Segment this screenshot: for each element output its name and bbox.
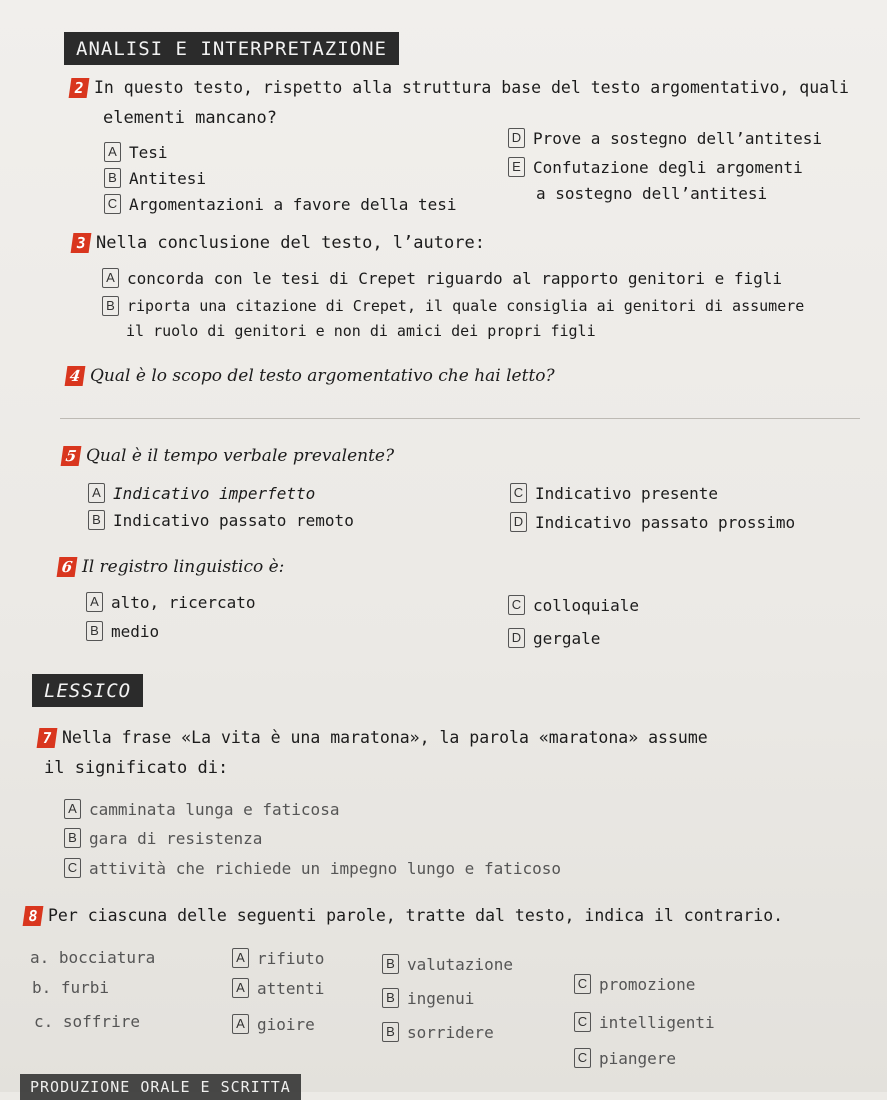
question-6 (58, 557, 284, 577)
option-letter-box: E (508, 157, 525, 177)
q2-option-d[interactable] (508, 128, 822, 148)
q7-option-a[interactable] (64, 799, 339, 819)
option-letter-box: D (508, 628, 525, 648)
q3-option-a[interactable] (102, 268, 782, 288)
q2-option-e-continuation: a sostegno dell’antitesi (536, 184, 768, 203)
option-letter-box: A (64, 799, 81, 819)
q8-row-a-option-c[interactable] (574, 974, 695, 994)
q6-option-b[interactable] (86, 621, 159, 641)
question-number: 5 (61, 446, 82, 466)
option-letter-box: C (508, 595, 525, 615)
option-letter-box: C (574, 1048, 591, 1068)
option-letter-box: B (102, 296, 119, 316)
question-text: Nella frase «La vita è una maratona», la parola «maratona» assume (62, 728, 708, 747)
option-letter-box: B (382, 954, 399, 974)
q2-option-a[interactable] (104, 142, 168, 162)
option-letter-box: D (510, 512, 527, 532)
option-letter-box: A (88, 483, 105, 503)
option-letter-box: B (382, 1022, 399, 1042)
q8-row-b-option-c[interactable] (574, 1012, 715, 1032)
question-number: 3 (71, 233, 92, 253)
section-title-production: PRODUZIONE ORALE E SCRITTA (20, 1074, 301, 1100)
section-title-analysis: ANALISI E INTERPRETAZIONE (64, 32, 399, 65)
option-text: concorda con le tesi di Crepet riguardo al rapporto genitori e figli (127, 268, 783, 288)
q5-option-a[interactable] (88, 483, 315, 503)
question-7 (38, 728, 708, 748)
q3-option-b-continuation: il ruolo di genitori e non di amici dei propri figli (126, 322, 596, 340)
option-text: piangere (599, 1048, 677, 1068)
question-text: Qual è lo scopo del testo argomentativo che hai letto? (90, 366, 555, 386)
option-text: Tesi (129, 142, 168, 162)
q5-option-b[interactable] (88, 510, 354, 530)
option-letter-box: B (88, 510, 105, 530)
q2-option-b[interactable] (104, 168, 206, 188)
question-number: 7 (37, 728, 58, 748)
option-text: Indicativo presente (535, 483, 719, 503)
question-text: Il registro linguistico è: (82, 557, 285, 577)
option-letter-box: A (86, 592, 103, 612)
q8-row-a-option-b[interactable] (382, 954, 513, 974)
q6-option-a[interactable] (86, 592, 256, 612)
option-text: Prove a sostegno dell’antitesi (533, 128, 822, 148)
option-text: gergale (533, 628, 601, 648)
q8-row-c-option-c[interactable] (574, 1048, 676, 1068)
option-letter-box: B (104, 168, 121, 188)
question-text: In questo testo, rispetto alla struttura base del testo argomentativo, quali (94, 78, 849, 97)
question-7-line2: il significato di: (44, 758, 229, 778)
q7-option-b[interactable] (64, 828, 262, 848)
q2-option-e[interactable] (508, 157, 803, 177)
option-text: promozione (599, 974, 696, 994)
q8-row-a-word: a. bocciatura (30, 948, 156, 967)
option-text: medio (111, 621, 160, 641)
q8-row-b-option-b[interactable] (382, 988, 474, 1008)
question-8 (24, 906, 783, 926)
option-text: riporta una citazione di Crepet, il quale consiglia ai genitori di assumere (127, 297, 805, 315)
section-title-lexicon: LESSICO (32, 674, 143, 707)
option-letter-box: A (232, 948, 249, 968)
option-letter-box: B (382, 988, 399, 1008)
question-text: Nella conclusione del testo, l’autore: (96, 233, 485, 253)
q8-row-b-option-a[interactable] (232, 978, 324, 998)
option-text: valutazione (407, 954, 513, 974)
q6-option-c[interactable] (508, 595, 639, 615)
option-letter-box: A (232, 1014, 249, 1034)
option-text: colloquiale (533, 595, 639, 615)
q8-row-c-option-a[interactable] (232, 1014, 315, 1034)
q8-row-b-word: b. furbi (32, 978, 110, 997)
option-letter-box: A (102, 268, 119, 288)
answer-line[interactable] (60, 418, 860, 419)
option-text: Indicativo imperfetto (113, 483, 316, 503)
option-letter-box: A (232, 978, 249, 998)
option-text: Argomentazioni a favore della tesi (129, 194, 457, 214)
option-letter-box: A (104, 142, 121, 162)
question-number: 4 (65, 366, 86, 386)
option-text: sorridere (407, 1022, 494, 1042)
question-2 (70, 78, 849, 98)
option-text: Antitesi (129, 168, 207, 188)
option-text: attenti (257, 978, 325, 998)
q7-option-c[interactable] (64, 858, 561, 878)
option-text: camminata lunga e faticosa (89, 799, 340, 819)
option-text: gioire (257, 1014, 315, 1034)
question-2-line2: elementi mancano? (103, 108, 277, 128)
question-text: Qual è il tempo verbale prevalente? (86, 446, 395, 466)
q8-row-c-word: c. soffrire (34, 1012, 140, 1031)
option-text: attività che richiede un impegno lungo e faticoso (89, 858, 562, 878)
q5-option-c[interactable] (510, 483, 718, 503)
option-letter-box: B (64, 828, 81, 848)
question-3 (72, 233, 485, 253)
option-letter-box: C (574, 974, 591, 994)
question-number: 6 (57, 557, 78, 577)
q6-option-d[interactable] (508, 628, 600, 648)
option-text: Indicativo passato remoto (113, 510, 354, 530)
option-letter-box: C (104, 194, 121, 214)
question-number: 2 (69, 78, 90, 98)
option-text: rifiuto (257, 948, 325, 968)
option-letter-box: C (574, 1012, 591, 1032)
option-text: alto, ricercato (111, 592, 256, 612)
option-letter-box: C (64, 858, 81, 878)
q2-option-c[interactable] (104, 194, 457, 214)
option-text: intelligenti (599, 1012, 715, 1032)
option-text: Indicativo passato prossimo (535, 512, 796, 532)
question-text: Per ciascuna delle seguenti parole, tratte dal testo, indica il contrario. (48, 906, 784, 925)
q8-row-a-option-a[interactable] (232, 948, 324, 968)
option-text: gara di resistenza (89, 828, 263, 848)
q5-option-d[interactable] (510, 512, 795, 532)
option-letter-box: B (86, 621, 103, 641)
question-5 (62, 446, 394, 466)
option-text: Confutazione degli argomenti (533, 157, 803, 177)
question-number: 8 (23, 906, 44, 926)
q8-row-c-option-b[interactable] (382, 1022, 494, 1042)
q3-option-b[interactable] (102, 296, 804, 316)
option-text: ingenui (407, 988, 475, 1008)
option-letter-box: C (510, 483, 527, 503)
option-letter-box: D (508, 128, 525, 148)
question-4 (66, 366, 555, 386)
